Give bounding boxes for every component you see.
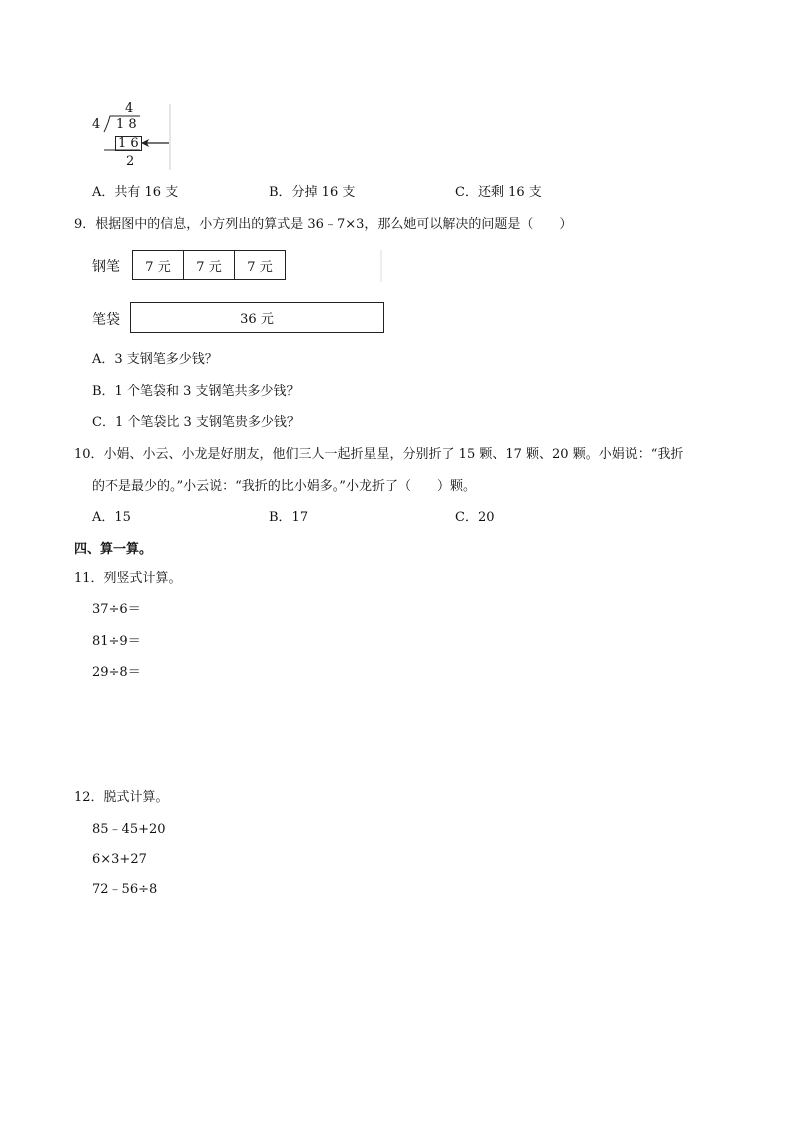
q10-option-c: C．20 bbox=[455, 510, 495, 525]
pen-price-2: 7 元 bbox=[196, 259, 222, 275]
pen-price-box-1 bbox=[132, 250, 184, 280]
q9-stem: 9．根据图中的信息，小方列出的算式是 36﹣7×3，那么她可以解决的问题是（ ） bbox=[74, 217, 573, 232]
long-division-figure bbox=[88, 100, 178, 172]
q11-item-1: 37÷6＝ bbox=[92, 602, 141, 617]
q12-item-2: 6×3+27 bbox=[92, 852, 147, 867]
q11-stem: 11．列竖式计算。 bbox=[74, 571, 182, 586]
pen-label: 钢笔 bbox=[92, 259, 120, 275]
q8-option-a: A．共有 16 支 bbox=[92, 185, 179, 200]
division-quotient: 4 bbox=[125, 101, 134, 116]
arrow-left-icon bbox=[140, 137, 170, 149]
q11-item-3: 29÷8＝ bbox=[92, 665, 141, 680]
q10-stem-line-2: 的不是最少的。”小云说：“我折的比小娟多。”小龙折了（ ）颗。 bbox=[92, 479, 476, 494]
pen-price-1: 7 元 bbox=[145, 259, 171, 275]
q9-option-a: A．3 支钢笔多少钱？ bbox=[92, 352, 218, 367]
q9-option-c: C．1 个笔袋比 3 支钢笔贵多少钱？ bbox=[92, 415, 300, 430]
division-remainder: 2 bbox=[126, 154, 135, 169]
q11-item-2: 81÷9＝ bbox=[92, 634, 141, 649]
bag-price-box bbox=[130, 302, 384, 333]
bag-label: 笔袋 bbox=[92, 312, 120, 328]
q8-option-b: B．分掉 16 支 bbox=[269, 185, 356, 200]
division-divisor: 4 bbox=[92, 117, 101, 132]
figure-edge bbox=[380, 250, 384, 284]
q9-option-b: B．1 个笔袋和 3 支钢笔共多少钱？ bbox=[92, 384, 300, 399]
q10-option-b: B．17 bbox=[269, 510, 309, 525]
q12-stem: 12．脱式计算。 bbox=[74, 790, 169, 805]
division-product: 1 6 bbox=[115, 136, 142, 151]
q8-option-c: C．还剩 16 支 bbox=[455, 185, 542, 200]
bag-price: 36 元 bbox=[240, 312, 274, 327]
q10-stem-line-1: 10．小娟、小云、小龙是好朋友，他们三人一起折星星，分别折了 15 颗、17 颗、20 颗。小娟说：“我折 bbox=[74, 447, 684, 462]
q12-item-3: 72﹣56÷8 bbox=[92, 882, 158, 897]
section-4-title: 四、算一算。 bbox=[74, 542, 153, 557]
q10-option-a: A．15 bbox=[92, 510, 131, 525]
q12-item-1: 85﹣45+20 bbox=[92, 822, 166, 837]
division-dividend: 1 8 bbox=[116, 117, 137, 132]
pen-price-box-3 bbox=[234, 250, 286, 280]
pen-price-3: 7 元 bbox=[247, 259, 273, 275]
pen-price-box-2 bbox=[183, 250, 235, 280]
